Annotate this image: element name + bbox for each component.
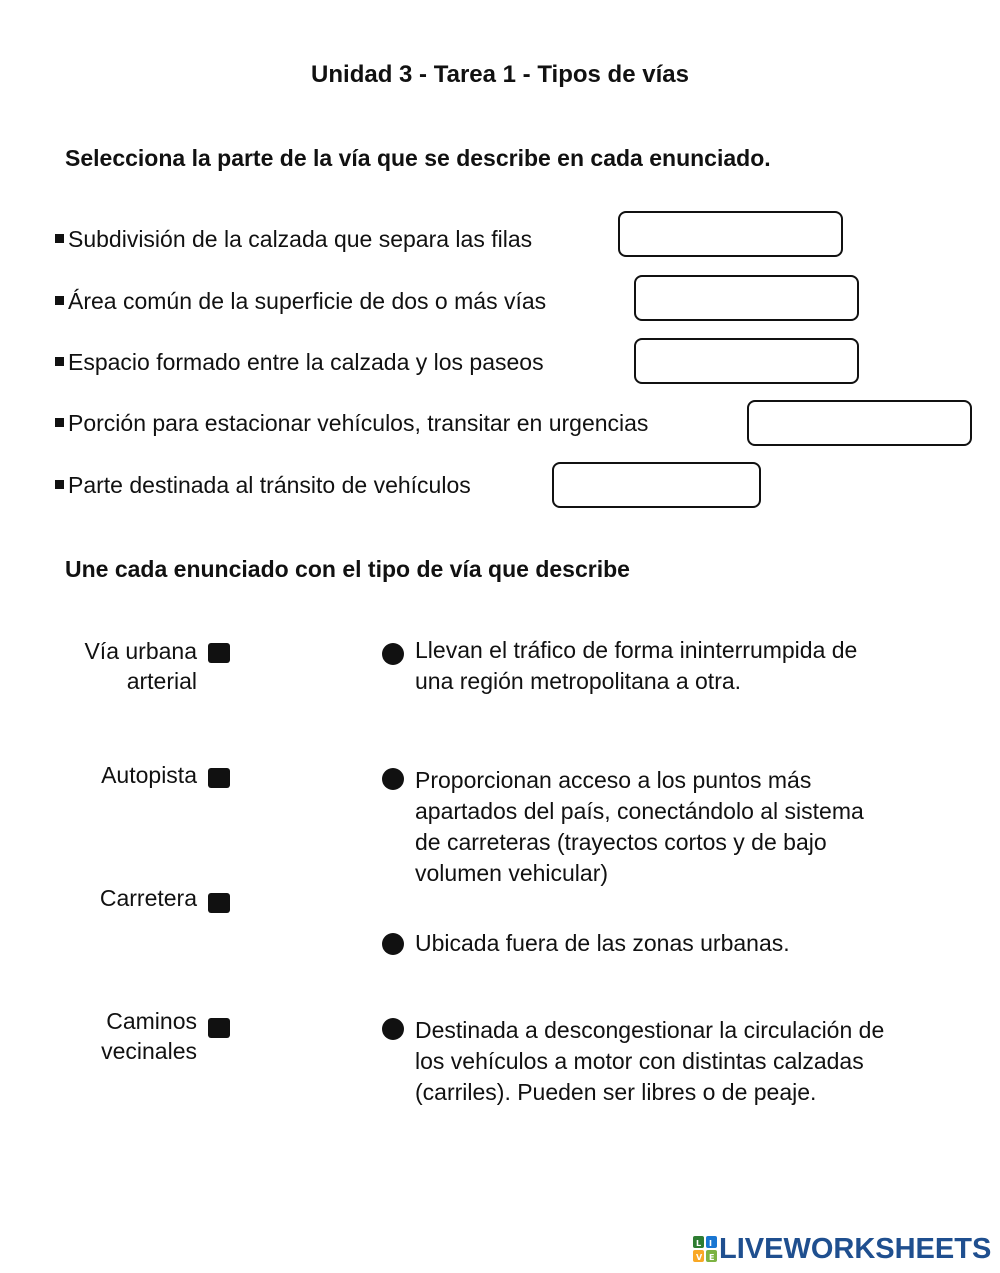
- type-label-line: arterial: [126, 668, 197, 694]
- description-4: [415, 1015, 955, 1108]
- type-label-line: Carretera: [99, 885, 197, 911]
- statement-text: Parte destinada al tránsito de vehículos: [68, 472, 471, 498]
- bullet-icon: [55, 296, 64, 305]
- statement-text: Área común de la superficie de dos o más vías: [68, 288, 547, 314]
- description-line: Ubicada fuera de las zonas urbanas.: [415, 930, 790, 956]
- section-2-heading: Une cada enunciado con el tipo de vía que describe: [65, 556, 630, 582]
- description-line: Destinada a descongestionar la circulación de: [415, 1017, 885, 1043]
- statement-3: [55, 348, 544, 376]
- match-dot-description-4[interactable]: [382, 1018, 404, 1040]
- statement-4: [55, 409, 648, 437]
- description-line: Proporcionan acceso a los puntos más: [415, 767, 812, 793]
- statement-text: Porción para estacionar vehículos, transitar en urgencias: [68, 410, 649, 436]
- type-label-line: Caminos: [106, 1008, 197, 1034]
- statement-text: Subdivisión de la calzada que separa las filas: [68, 226, 533, 252]
- description-1: [415, 635, 955, 697]
- bullet-icon: [55, 234, 64, 243]
- answer-input-2[interactable]: [634, 275, 859, 321]
- svg-text:V: V: [696, 1253, 703, 1262]
- match-handle-via-urbana-arterial[interactable]: [208, 643, 230, 663]
- description-line: apartados del país, conectándolo al sistema: [415, 798, 864, 824]
- statement-5: [55, 471, 471, 499]
- type-label-autopista: [101, 760, 197, 790]
- match-dot-description-3[interactable]: [382, 933, 404, 955]
- type-label-line: vecinales: [101, 1038, 197, 1064]
- match-handle-carretera[interactable]: [208, 893, 230, 913]
- match-dot-description-1[interactable]: [382, 643, 404, 665]
- svg-text:I: I: [709, 1239, 712, 1248]
- type-label-via-urbana-arterial: [84, 636, 197, 696]
- type-label-line: Vía urbana: [84, 638, 197, 664]
- svg-text:E: E: [709, 1253, 715, 1262]
- description-3: [415, 928, 955, 959]
- bullet-icon: [55, 357, 64, 366]
- statement-2: [55, 287, 546, 315]
- svg-text:L: L: [696, 1239, 702, 1248]
- section-1-heading: Selecciona la parte de la vía que se describe en cada enunciado.: [65, 145, 771, 171]
- description-line: de carreteras (trayectos cortos y de bajo: [415, 829, 827, 855]
- answer-input-5[interactable]: [552, 462, 761, 508]
- type-label-carretera: [100, 883, 197, 913]
- answer-input-1[interactable]: [618, 211, 843, 257]
- type-label-caminos-vecinales: [101, 1006, 197, 1066]
- bullet-icon: [55, 418, 64, 427]
- description-line: volumen vehicular): [415, 860, 609, 886]
- liveworksheets-logo[interactable]: [693, 1232, 991, 1266]
- statement-1: [55, 225, 532, 253]
- match-handle-autopista[interactable]: [208, 768, 230, 788]
- type-label-line: Autopista: [101, 762, 197, 788]
- description-line: los vehículos a motor con distintas calzadas: [415, 1048, 864, 1074]
- match-dot-description-2[interactable]: [382, 768, 404, 790]
- liveworksheets-logo-icon: [693, 1236, 717, 1262]
- page-title: Unidad 3 - Tarea 1 - Tipos de vías: [311, 61, 689, 88]
- match-handle-caminos-vecinales[interactable]: [208, 1018, 230, 1038]
- statement-text: Espacio formado entre la calzada y los paseos: [68, 349, 544, 375]
- answer-input-4[interactable]: [747, 400, 972, 446]
- logo-text: LIVEWORKSHEETS: [719, 1233, 992, 1265]
- answer-input-3[interactable]: [634, 338, 859, 384]
- description-2: [415, 765, 955, 889]
- description-line: una región metropolitana a otra.: [415, 668, 742, 694]
- bullet-icon: [55, 480, 64, 489]
- description-line: (carriles). Pueden ser libres o de peaje.: [415, 1079, 817, 1105]
- description-line: Llevan el tráfico de forma ininterrumpida de: [415, 637, 858, 663]
